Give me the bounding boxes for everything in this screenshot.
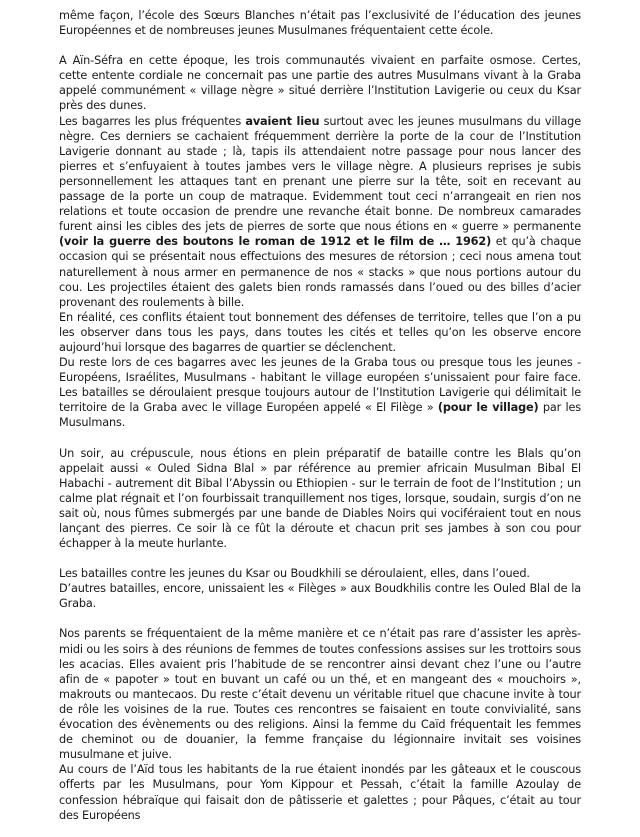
text-segment: surtout avec les jeunes musulmans du village nègre. Ces derniers se cachaient fréquemment derrière la porte de la cour de l’Institution Lavigerie donnant au stade ; là, tapis ils attendaient notre passage pour nous lancer des pierres et s’enfuyaient à toutes jambes vers le village nègre. A plusieurs reprises je subis personnellement les attaques tant en prenant une pierre sur la tête, soit en recevant au passage de la porte un coup de matraque. Evidemment tout ceci n’arrangeait en rien nos relations et toute occasion de prendre une revanche était bonne. De nombreux camarades furent ainsi les cibles des jets de pierres de sorte que nous étions en « guerre » permanente: [59, 114, 581, 234]
text-segment: Un soir, au crépuscule, nous étions en plein préparatif de bataille contre les Blals qu’on appelait aussi « Ouled Sidna Blal » par référence au premier africain Musulman Bibal El Habachi - autrement dit Bibal l’Abyssin ou Ethiopien - sur le terrain de foot de l’Institution ; un calme plat régnait et l’on fourbissait tranquillement nos tiges, lorsque, soudain, surgis d’on ne sait où, nous fûmes submergés par une bande de Diables Noirs qui vociféraient tout en nous lançant des pierres. Ce soir là ce fût la déroute et chacun prit ses jambes à son cou pour échapper à la meute hurlante.: [59, 446, 581, 551]
body-paragraph: [59, 762, 581, 822]
bold-text-segment: (voir la guerre des boutons le roman de 1912 et le film de … 1962): [59, 235, 492, 249]
text-segment: Les bagarres les plus fréquentes: [59, 114, 246, 128]
bold-text-segment: avaient lieu: [245, 114, 320, 128]
paragraph-spacer: [59, 431, 581, 446]
paragraph-spacer: [59, 551, 581, 566]
text-segment: Les batailles contre les jeunes du Ksar ou Boudkhili se déroulaient, elles, dans l’oued.: [59, 567, 530, 581]
body-paragraph: [59, 446, 581, 552]
body-paragraph: [59, 581, 581, 611]
document-page: [59, 8, 581, 823]
text-segment: A Aïn-Séfra en cette époque, les trois communautés vivaient en parfaite osmose. Certes, cette entente cordiale ne concernait pas une partie des autres Musulmans vivant à la Graba appelé communément « village nègre » situé derrière l’Institution Lavigerie ou ceux du Ksar près des dunes.: [59, 54, 581, 113]
paragraph-spacer: [59, 38, 581, 53]
body-paragraph: [59, 8, 581, 38]
text-segment: D’autres batailles, encore, unissaient les « Filèges » aux Boudkhilis contre les Ouled Blal de la Graba.: [59, 582, 581, 611]
paragraph-spacer: [59, 611, 581, 626]
text-segment: En réalité, ces conflits étaient tout bonnement des défenses de territoire, telles que l’on a pu les observer dans tous les pays, dans toutes les cités et telles qu’on les observe encore aujourd’hui lorsque des bagarres de quartier se déclenchent.: [59, 310, 581, 354]
text-segment: même façon, l’école des Sœurs Blanches n’était pas l’exclusivité de l’éducation des jeunes Européennes et de nombreuses jeunes Musulmanes fréquentaient cette école.: [59, 9, 581, 38]
text-segment: Au cours de l’Aïd tous les habitants de la rue étaient inondés par les gâteaux et le couscous offerts par les Musulmans, pour Yom Kippour et Pessah, c’était la famille Azoulay de confession hébraïque qui faisait don de pâtisserie et galettes ; pour Pâques, c’était au tour des Européens: [59, 763, 581, 822]
body-paragraph: [59, 114, 581, 310]
body-paragraph: [59, 626, 581, 762]
text-segment: et qu’à chaque occasion qui se présentait nous effectuions des mesures de rétorsion ; ceci nous amena tout naturellement à nous armer en permanence de nos « stacks » que nous portions autour du cou. Les projectiles étaient des galets bien ronds ramassés dans l’oued ou des billes d’acier provenant des roulements à bille.: [59, 235, 581, 309]
body-paragraph: [59, 355, 581, 430]
bold-text-segment: (pour le village): [437, 401, 539, 415]
body-paragraph: [59, 53, 581, 113]
text-segment: par les Musulmans.: [59, 401, 581, 430]
body-paragraph: [59, 566, 581, 581]
text-segment: Nos parents se fréquentaient de la même manière et ce n’était pas rare d’assister les après-midi ou les soirs à des réunions de femmes de toutes confessions assises sur les trottoirs sous les acacias. Elles avaient pris l’habitude de se rencontrer ainsi devant chez l’une ou l’autre afin de « papoter » tout en buvant un café ou un thé, et en mangeant des « mouchoirs », makrouts ou mantecaos. Du reste c’était devenu un véritable rituel que chacune invite à tour de rôle les voisines de la rue. Toutes ces rencontres se faisaient en toute convivialité, sans évocation des évènements ou des religions. Ainsi la femme du Caïd fréquentait les femmes de cheminot ou de douanier, la femme française du légionnaire invitait ses voisines musulmane et juive.: [59, 627, 581, 762]
text-segment: Du reste lors de ces bagarres avec les jeunes de la Graba tous ou presque tous les jeunes - Européens, Israélites, Musulmans - habitant le village européen s’unissaient pour faire face. Les batailles se déroulaient presque toujours autour de l’Institution Lavigerie qui délimitait le territoire de la Graba avec le village Européen appelé « El Filège »: [59, 356, 581, 415]
body-paragraph: [59, 310, 581, 355]
